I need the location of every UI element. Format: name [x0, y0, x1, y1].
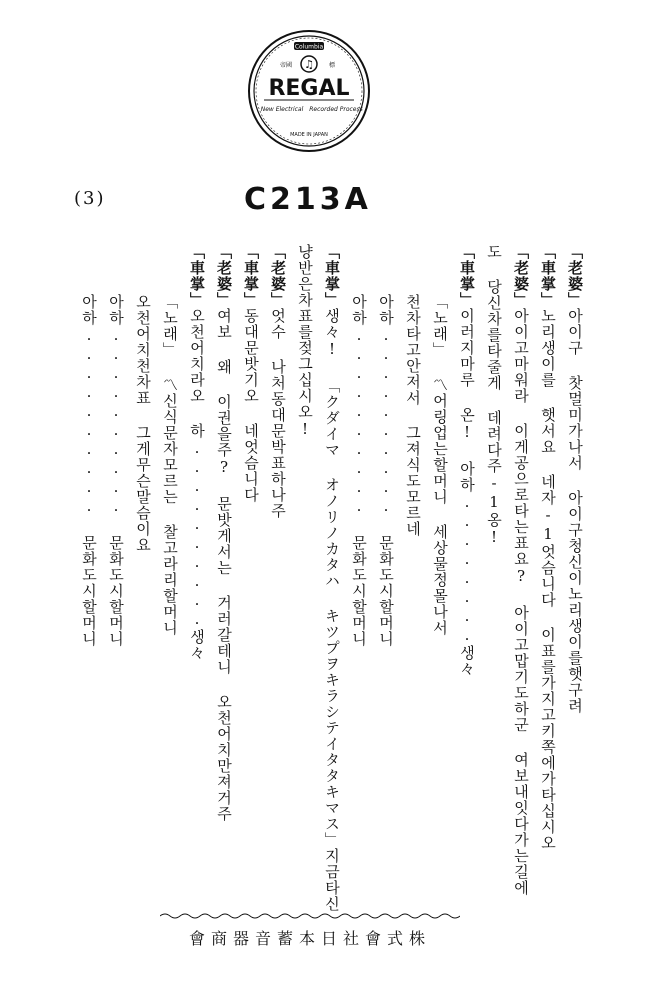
- svg-text:New Electrical: New Electrical: [260, 106, 304, 113]
- line-text: 여보 왜 이권을주? 문밧게서는 거러갈테니 오천어치만져거주: [215, 308, 233, 822]
- script-line: [78, 294, 100, 647]
- svg-text:REGAL: REGAL: [268, 76, 350, 101]
- script-line: [132, 294, 154, 553]
- speaker-label: 「老婆」: [512, 244, 530, 308]
- script-line: [294, 244, 316, 439]
- publisher-name: 株式會社日本蓄音器商會: [188, 929, 431, 948]
- line-text: 아하.......... 문화도시할머니: [377, 294, 395, 647]
- line-text: 아하.......... 문화도시할머니: [350, 294, 368, 647]
- line-text: 도 당신차를타줄게 데려다주-1옹!: [485, 244, 503, 547]
- script-line: [564, 244, 586, 714]
- script-line: [537, 244, 559, 851]
- speaker-label: 「車掌」: [539, 244, 557, 308]
- line-text: 「노래」 〽어링업는할머니 세상물정몰나서: [431, 294, 449, 636]
- svg-text:Recorded Process: Recorded Process: [309, 106, 363, 113]
- line-text: 오천어치라오 하..........생々: [188, 308, 206, 661]
- script-line: [510, 244, 532, 896]
- line-text: 엇수 나처동대문박표하나주: [269, 308, 287, 519]
- line-text: 아하.......... 문화도시할머니: [107, 294, 125, 647]
- footer-rule: [160, 912, 460, 920]
- line-text: 아이고마워라 이게공으로타는표요? 아이고맙기도하군 여보내잇다가는길에: [512, 308, 530, 896]
- script-line: [240, 244, 262, 503]
- script-line: [105, 294, 127, 647]
- regal-logo-icon: [246, 28, 372, 154]
- script-line: [375, 294, 397, 647]
- script-line: [429, 294, 451, 636]
- line-text: 노리생이를 햇서요 네자-1엇슴니다 이표를가지고키쪽에가타십시오: [539, 308, 557, 851]
- script-line: [186, 244, 208, 661]
- page-number: (3): [74, 188, 106, 209]
- svg-text:帝國: 帝國: [279, 62, 293, 69]
- line-text: 「노래」 〽신식문자모르는 찰고라리할머니: [161, 294, 179, 636]
- svg-text:MADE IN JAPAN: MADE IN JAPAN: [290, 132, 328, 138]
- speaker-label: 「車掌」: [458, 244, 476, 308]
- script-line: [213, 244, 235, 822]
- line-text: 아하.......... 문화도시할머니: [80, 294, 98, 647]
- script-line: [402, 294, 424, 537]
- svg-text:標: 標: [328, 62, 336, 69]
- line-text: 아이구 찻멀미가나서 아이구청신이노리생이를햇구려: [566, 308, 584, 714]
- script-body: [40, 244, 586, 912]
- script-line: [267, 244, 289, 519]
- svg-text:Columbia: Columbia: [294, 43, 324, 51]
- line-text: 천차타고안저서 그져식도모르네: [404, 294, 422, 537]
- speaker-label: 「老婆」: [566, 244, 584, 308]
- speaker-label: 「車掌」: [242, 244, 260, 308]
- script-line: [456, 244, 478, 677]
- speaker-label: 「老婆」: [215, 244, 233, 308]
- script-line: [483, 244, 505, 547]
- regal-logo: [246, 28, 372, 154]
- svg-text:♫: ♫: [304, 58, 314, 71]
- record-id: C213A: [244, 182, 372, 217]
- script-line: [348, 294, 370, 647]
- script-line: [321, 244, 343, 912]
- speaker-label: 「車掌」: [188, 244, 206, 308]
- line-text: 오천어치천차표 그게무슨말슴이요: [134, 294, 152, 553]
- line-text: 냥반은차표를젖그십시오!: [296, 244, 314, 439]
- speaker-label: 「車掌」: [323, 244, 341, 308]
- line-text: 생々! 「クダイマ オノリノカタハ キツプヲキラシテイタタキマス」지금타신: [323, 308, 341, 912]
- script-line: [159, 294, 181, 636]
- speaker-label: 「老婆」: [269, 244, 287, 308]
- line-text: 이러지마루 온! 아하........생々: [458, 308, 476, 677]
- line-text: 동대문밧기오 네엇슴니다: [242, 308, 260, 503]
